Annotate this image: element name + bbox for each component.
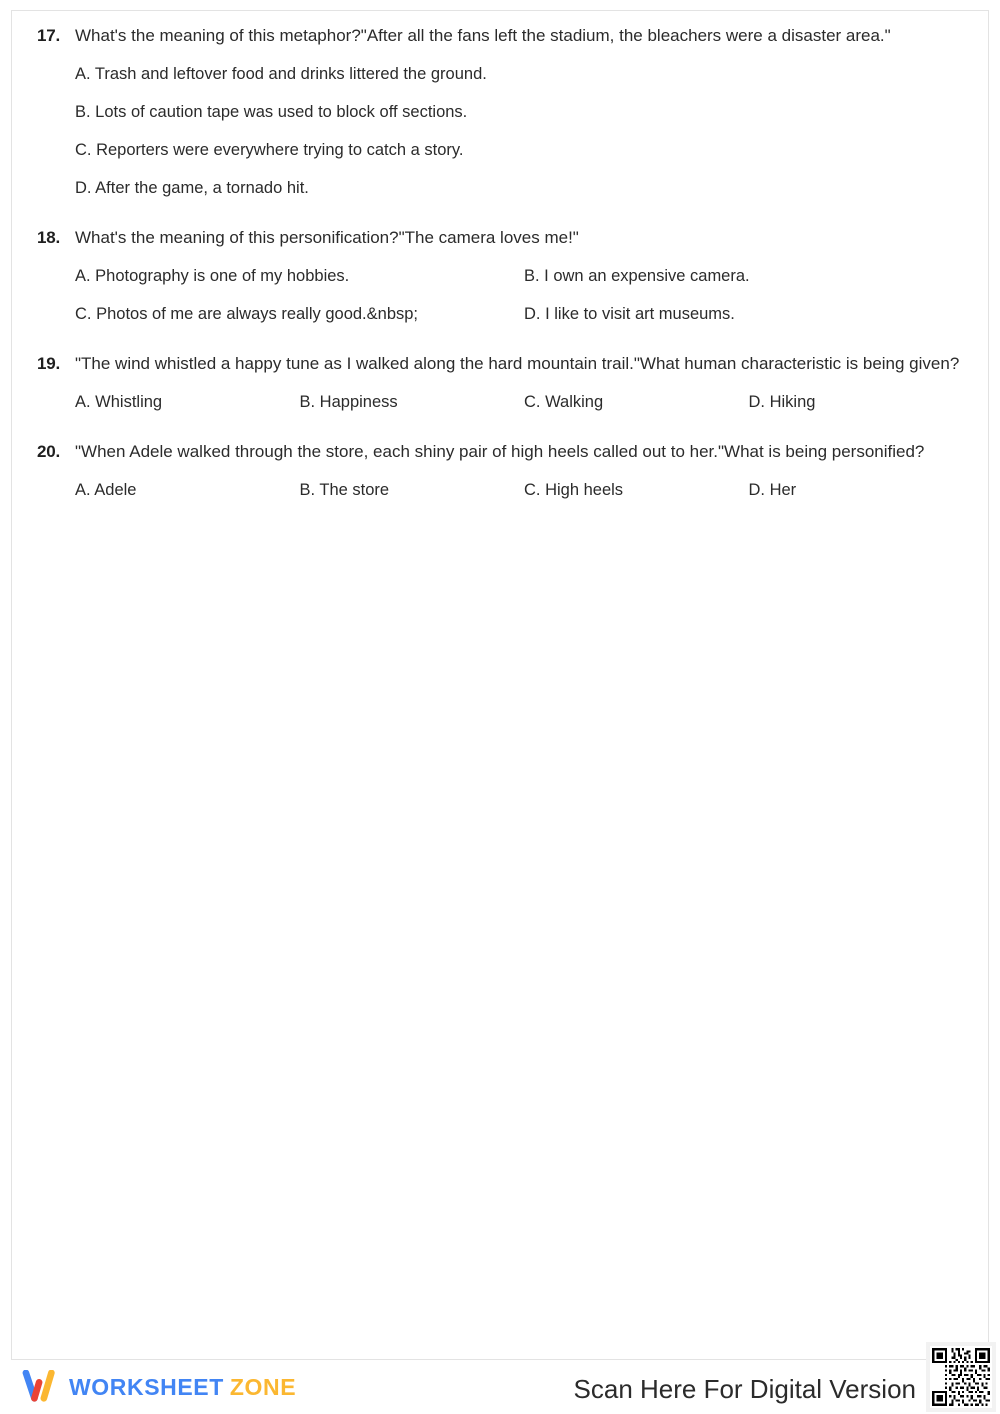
answer-option-c[interactable]: C. Photos of me are always really good.&nbsp; (75, 305, 419, 323)
answer-option-b[interactable]: B. The store (299, 481, 390, 499)
question-text: What's the meaning of this metaphor?"After all the fans left the stadium, the bleachers were a disaster area." (75, 26, 891, 45)
answer-option-c[interactable]: C. Reporters were everywhere trying to catch a story. (75, 141, 464, 159)
answer-options (75, 55, 973, 207)
question-block-17 (27, 23, 973, 207)
worksheet-zone-w-logo-icon (22, 1370, 60, 1404)
answer-options (75, 383, 973, 421)
question-text: What's the meaning of this personification?"The camera loves me!" (75, 228, 579, 247)
answer-options (75, 471, 973, 509)
qr-code-icon (930, 1346, 992, 1408)
question-number: 18. (37, 228, 61, 247)
answer-option-a[interactable]: A. Trash and leftover food and drinks littered the ground. (75, 65, 487, 83)
scan-instruction-text: Scan Here For Digital Version (573, 1374, 916, 1404)
answer-option-a[interactable]: A. Photography is one of my hobbies. (75, 267, 350, 285)
answer-option-a[interactable]: A. Adele (75, 481, 137, 499)
question-number: 20. (37, 442, 61, 461)
brand-wordmark (69, 1374, 296, 1401)
answer-option-d[interactable]: D. Hiking (748, 393, 816, 411)
answer-option-d[interactable]: D. I like to visit art museums. (524, 305, 735, 323)
answer-option-d[interactable]: D. After the game, a tornado hit. (75, 179, 309, 197)
answer-options (75, 257, 973, 333)
question-block-18 (27, 225, 973, 333)
question-text: "When Adele walked through the store, each shiny pair of high heels called out to her."What is being personified? (75, 442, 925, 461)
answer-option-c[interactable]: C. Walking (524, 393, 604, 411)
question-text: "The wind whistled a happy tune as I walked along the hard mountain trail."What human characteristic is being given? (75, 354, 960, 373)
brand-name-secondary: ZONE (229, 1373, 297, 1400)
question-number: 19. (37, 354, 61, 373)
page-footer (0, 1362, 1000, 1414)
answer-option-b[interactable]: B. Lots of caution tape was used to block off sections. (75, 103, 468, 121)
question-number: 17. (37, 26, 61, 45)
brand-name-primary: WORKSHEET (69, 1373, 224, 1400)
question-block-20 (27, 439, 973, 509)
answer-option-c[interactable]: C. High heels (524, 481, 624, 499)
worksheet-zone-logo[interactable] (22, 1370, 296, 1404)
answer-option-d[interactable]: D. Her (748, 481, 797, 499)
answer-option-b[interactable]: B. Happiness (299, 393, 398, 411)
answer-option-b[interactable]: B. I own an expensive camera. (524, 267, 750, 285)
questions-container (27, 23, 973, 527)
question-block-19 (27, 351, 973, 421)
answer-option-a[interactable]: A. Whistling (75, 393, 163, 411)
qr-code-container[interactable] (926, 1342, 996, 1412)
worksheet-page (11, 10, 989, 1360)
